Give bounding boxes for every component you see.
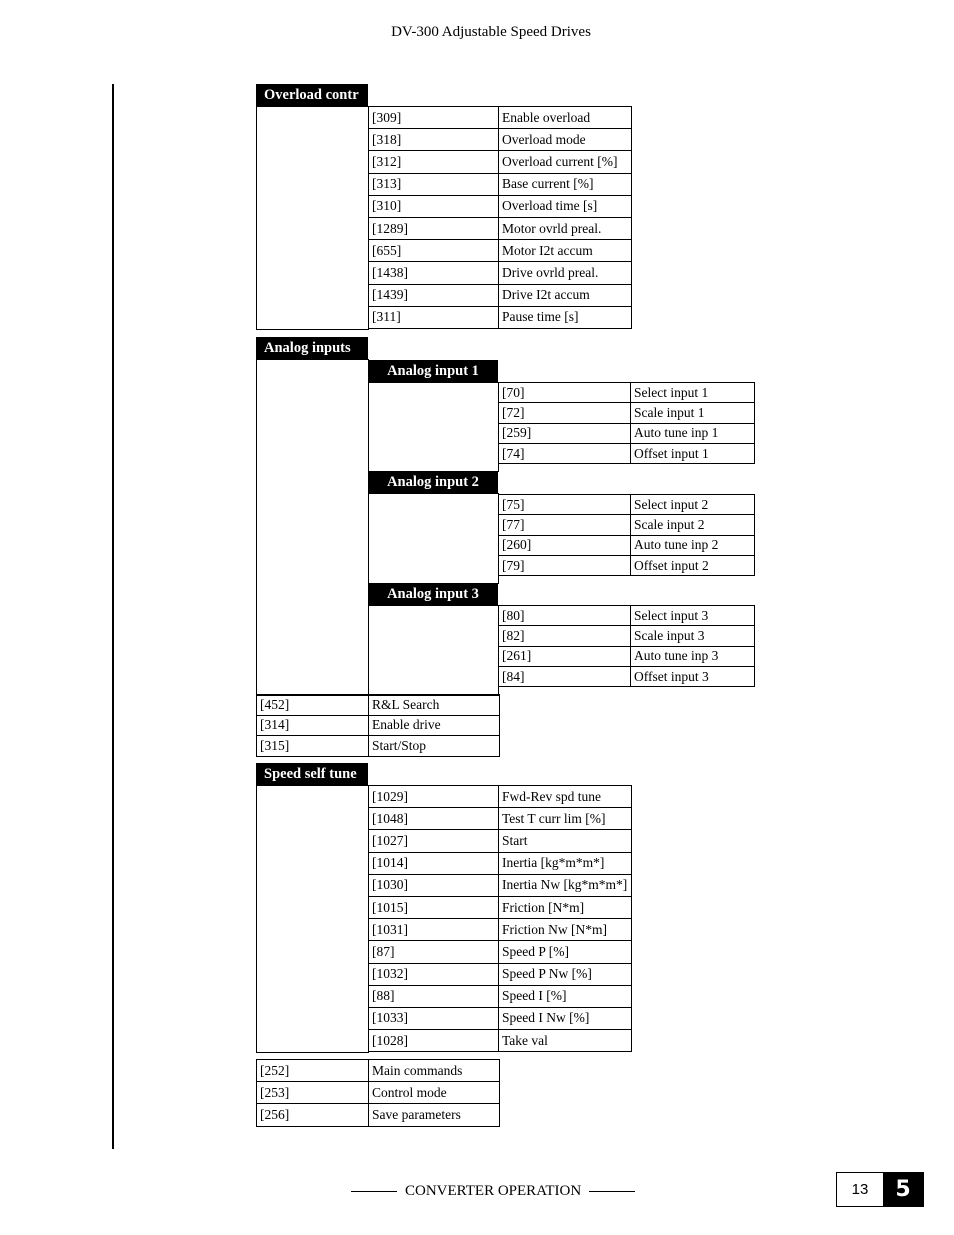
param-id: [314] (257, 715, 369, 736)
param-name: Auto tune inp 1 (631, 423, 755, 443)
param-id: [75] (499, 495, 631, 515)
table-row (369, 306, 632, 328)
param-name: Friction Nw [N*m] (499, 919, 632, 941)
param-id: [318] (369, 129, 499, 151)
table-row (499, 403, 755, 423)
command-param-table (256, 1059, 500, 1127)
param-name: Scale input 1 (631, 403, 755, 423)
param-name: Fwd-Rev spd tune (499, 786, 632, 808)
footer-rule-left (351, 1191, 397, 1192)
param-name: Inertia [kg*m*m*] (499, 852, 632, 874)
param-id: [72] (499, 403, 631, 423)
table-row (369, 284, 632, 306)
table-row (369, 941, 632, 963)
param-name: Test T curr lim [%] (499, 808, 632, 830)
param-name: Base current [%] (499, 173, 632, 195)
subsection-title-analog-input-3: Analog input 3 (368, 583, 498, 605)
table-row (257, 736, 500, 757)
table-row (499, 626, 755, 646)
table-row (369, 107, 632, 129)
subsection-frame-analog-input-3 (368, 605, 499, 696)
param-id: [74] (499, 443, 631, 463)
param-id: [310] (369, 195, 499, 217)
param-name: Take val (499, 1030, 632, 1052)
table-row (499, 495, 755, 515)
page-number-box (836, 1172, 924, 1207)
param-name: Drive ovrld preal. (499, 262, 632, 284)
table-row (369, 1030, 632, 1052)
param-id: [1027] (369, 830, 499, 852)
param-id: [313] (369, 173, 499, 195)
table-row (499, 555, 755, 575)
table-row (369, 240, 632, 262)
table-row (499, 666, 755, 686)
param-id: [260] (499, 535, 631, 555)
param-id: [252] (257, 1060, 369, 1082)
section-frame-overload (256, 106, 369, 330)
table-row (369, 830, 632, 852)
section-frame-speed-self-tune (256, 785, 369, 1053)
param-id: [1015] (369, 896, 499, 918)
table-row (257, 1060, 500, 1082)
section-title-analog-inputs: Analog inputs (256, 337, 368, 359)
param-name: Motor ovrld preal. (499, 217, 632, 239)
param-name: Enable drive (369, 715, 500, 736)
subsection-title-analog-input-1: Analog input 1 (368, 360, 498, 382)
analog-input-2-table (498, 494, 755, 576)
table-row (369, 129, 632, 151)
footer-rule-right (589, 1191, 635, 1192)
table-row (369, 896, 632, 918)
param-id: [1048] (369, 808, 499, 830)
param-id: [309] (369, 107, 499, 129)
table-row (257, 715, 500, 736)
param-id: [80] (499, 606, 631, 626)
param-id: [259] (499, 423, 631, 443)
param-id: [1289] (369, 217, 499, 239)
speed-self-tune-table (368, 785, 632, 1052)
param-name: Main commands (369, 1060, 500, 1082)
param-id: [1439] (369, 284, 499, 306)
param-name: Auto tune inp 2 (631, 535, 755, 555)
table-row (499, 383, 755, 403)
param-id: [256] (257, 1104, 369, 1126)
param-id: [312] (369, 151, 499, 173)
table-row (369, 985, 632, 1007)
chapter-number: 5 (883, 1173, 923, 1206)
subsection-title-analog-input-2: Analog input 2 (368, 471, 498, 493)
table-row (369, 173, 632, 195)
param-id: [1030] (369, 874, 499, 896)
param-id: [87] (369, 941, 499, 963)
footer-caption (343, 1183, 643, 1200)
param-name: Select input 2 (631, 495, 755, 515)
page-header: DV-300 Adjustable Speed Drives (391, 24, 591, 40)
table-row (369, 963, 632, 985)
param-id: [70] (499, 383, 631, 403)
table-row (499, 535, 755, 555)
table-row (369, 195, 632, 217)
param-name: Speed P Nw [%] (499, 963, 632, 985)
subsection-frame-analog-input-2 (368, 493, 499, 584)
param-id: [311] (369, 306, 499, 328)
param-name: Scale input 3 (631, 626, 755, 646)
param-name: Select input 3 (631, 606, 755, 626)
param-name: Save parameters (369, 1104, 500, 1126)
margin-rule (112, 84, 114, 1149)
param-name: Start (499, 830, 632, 852)
table-row (369, 852, 632, 874)
drive-param-table (256, 694, 500, 757)
param-name: Offset input 2 (631, 555, 755, 575)
table-row (369, 151, 632, 173)
table-row (257, 695, 500, 716)
table-row (499, 423, 755, 443)
table-row (499, 443, 755, 463)
analog-input-1-table (498, 382, 755, 464)
analog-input-3-table (498, 605, 755, 687)
param-id: [1032] (369, 963, 499, 985)
param-name: Drive I2t accum (499, 284, 632, 306)
param-name: Friction [N*m] (499, 896, 632, 918)
param-name: Offset input 3 (631, 666, 755, 686)
overload-param-table (368, 106, 632, 329)
param-name: Pause time [s] (499, 306, 632, 328)
param-id: [88] (369, 985, 499, 1007)
table-row (499, 606, 755, 626)
param-id: [82] (499, 626, 631, 646)
footer-text: CONVERTER OPERATION (405, 1183, 582, 1199)
param-id: [452] (257, 695, 369, 716)
param-name: Speed P [%] (499, 941, 632, 963)
table-row (257, 1104, 500, 1126)
table-row (257, 1082, 500, 1104)
table-row (369, 262, 632, 284)
table-row (499, 646, 755, 666)
param-name: Scale input 2 (631, 515, 755, 535)
section-title-overload: Overload contr (256, 84, 368, 106)
section-frame-analog-inputs (256, 359, 369, 696)
subsection-frame-analog-input-1 (368, 382, 499, 472)
table-row (369, 1007, 632, 1029)
param-name: Overload mode (499, 129, 632, 151)
param-id: [1028] (369, 1030, 499, 1052)
param-name: Speed I Nw [%] (499, 1007, 632, 1029)
param-name: R&L Search (369, 695, 500, 716)
table-row (369, 786, 632, 808)
param-name: Start/Stop (369, 736, 500, 757)
table-row (499, 515, 755, 535)
param-name: Inertia Nw [kg*m*m*] (499, 874, 632, 896)
param-id: [261] (499, 646, 631, 666)
section-title-speed-self-tune: Speed self tune (256, 763, 368, 785)
param-name: Speed I [%] (499, 985, 632, 1007)
param-id: [1033] (369, 1007, 499, 1029)
param-name: Select input 1 (631, 383, 755, 403)
param-name: Motor I2t accum (499, 240, 632, 262)
page-number: 13 (851, 1181, 869, 1198)
param-id: [77] (499, 515, 631, 535)
param-id: [79] (499, 555, 631, 575)
param-id: [1031] (369, 919, 499, 941)
table-row (369, 217, 632, 239)
param-id: [84] (499, 666, 631, 686)
param-name: Offset input 1 (631, 443, 755, 463)
param-id: [1438] (369, 262, 499, 284)
table-row (369, 874, 632, 896)
param-name: Auto tune inp 3 (631, 646, 755, 666)
param-id: [253] (257, 1082, 369, 1104)
param-id: [315] (257, 736, 369, 757)
param-id: [1029] (369, 786, 499, 808)
param-name: Overload current [%] (499, 151, 632, 173)
param-id: [655] (369, 240, 499, 262)
param-name: Enable overload (499, 107, 632, 129)
param-name: Control mode (369, 1082, 500, 1104)
param-id: [1014] (369, 852, 499, 874)
table-row (369, 808, 632, 830)
param-name: Overload time [s] (499, 195, 632, 217)
table-row (369, 919, 632, 941)
